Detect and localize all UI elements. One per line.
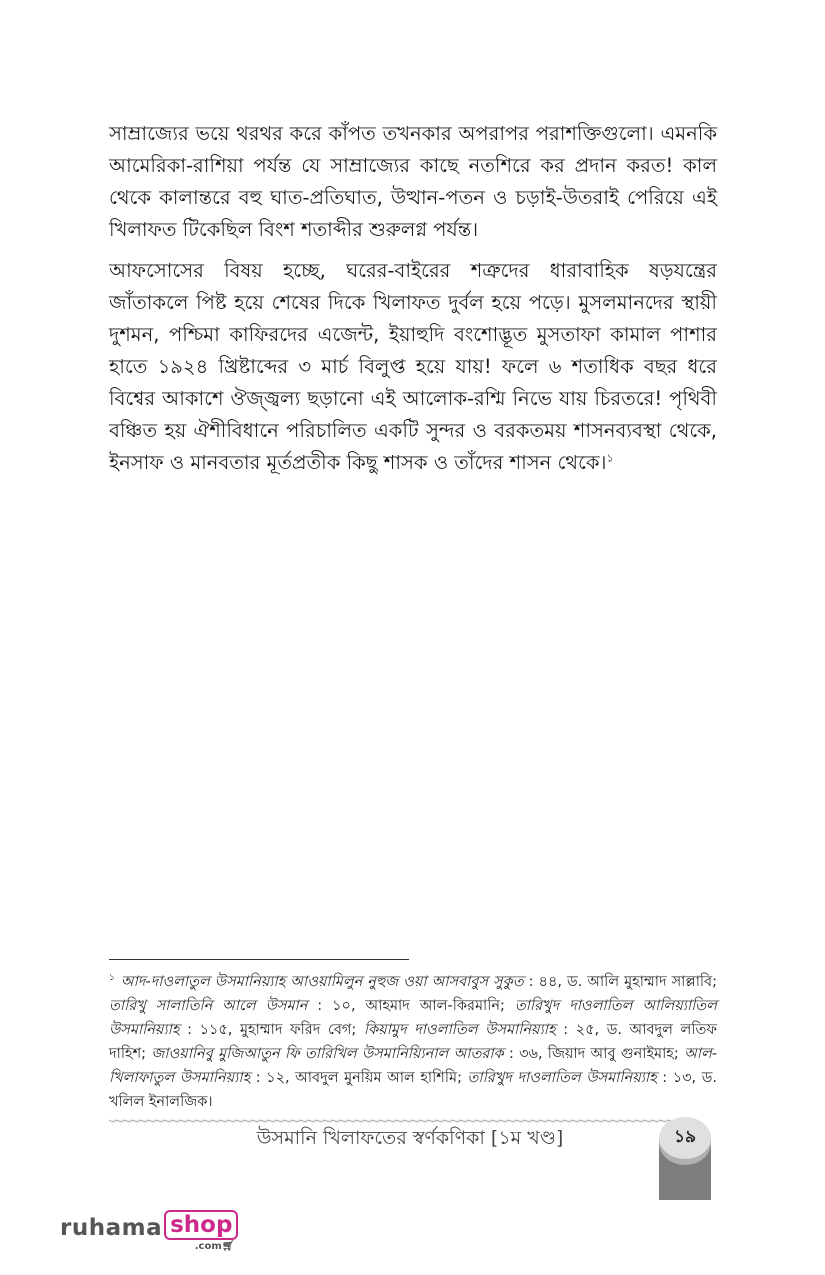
footnote-citation: : ১৩, ড. খলিল ইনালজিক। <box>109 1069 717 1110</box>
wavy-line <box>109 1120 689 1122</box>
footnote-mark: ১ <box>109 973 115 983</box>
logo-domain-text: .com <box>194 1241 222 1252</box>
logo-text-shop: shop <box>164 1210 238 1240</box>
footnote-reference[interactable]: ১ <box>606 451 614 465</box>
page-number: ১৯ <box>659 1117 711 1159</box>
body-paragraph-2 <box>109 255 717 479</box>
wavy-divider <box>109 1119 689 1123</box>
footnote-citation: : ২৫, ড. আবদুল লতিফ দাহিশ; <box>109 1021 717 1062</box>
footnote-title: আল-খিলাফাতুল উসমানিয়্যাহ <box>109 1045 718 1086</box>
footnote-separator <box>109 959 409 960</box>
footnote <box>109 966 717 1114</box>
running-title: উসমানি খিলাফতের স্বর্ণকণিকা [১ম খণ্ড] <box>256 1127 564 1149</box>
footnote-title: আদ-দাওলাতুল উসমানিয়্যাহ আওয়ামিলুন নুহুজ ওয়া আসবাবুস সুকুত <box>120 973 524 990</box>
logo-domain <box>195 1241 235 1252</box>
footnote-citation: : ৩৬, জিয়াদ আবু গুনাইমাহ; <box>503 1045 685 1062</box>
footnote-title: তারিখুদ দাওলাতিল আলিয়্যাতিল উসমানিয়্যাহ <box>109 997 717 1038</box>
footnote-citation: : ১১৫, মুহাম্মাদ ফরিদ বেগ; <box>179 1021 364 1038</box>
body-paragraph-1 <box>109 118 717 246</box>
ruhamashop-logo <box>60 1212 238 1252</box>
cart-icon: 🛒︎ <box>221 1241 235 1252</box>
logo-text-ruhama: ruhama <box>60 1215 163 1241</box>
paragraph-2-text: আফসোসের বিষয় হচ্ছে, ঘরের-বাইরের শত্রুদের ধারাবাহিক ষড়যন্ত্রের জাঁতাকলে পিষ্ট হয়ে শেষের দিকে খিলাফত দুর্বল হয়ে পড়ে। মুসলমানদের স্থায়ী দুশমন, পশ্চিমা কাফিরদের এজেন্ট, ইয়াহুদি বংশোদ্ভূত মুসতাফা কামাল পাশার হাতে ১৯২৪ খ্রিষ্টাব্দের ৩ মার্চ বিলুপ্ত হয়ে যায়! ফলে ৬ শতাধিক বছর ধরে বিশ্বের আকাশে ঔজ্জ্বল্য ছড়ানো এই আলোক-রশ্মি নিভে যায় চিরতরে! পৃথিবী বঞ্চিত হয় ঐশীবিধানে পরিচালিত একটি সুন্দর ও বরকতময় শাসনব্যবস্থা থেকে, ইনসাফ ও মানবতার মূর্তপ্রতীক কিছু শাসক ও তাঁদের শাসন থেকে। <box>109 259 717 474</box>
footnote-title: তারিখুদ দাওলাতিল উসমানিয়্যাহ <box>467 1069 657 1086</box>
footnote-title: কিয়ামুদ দাওলাতিল উসমানিয়্যাহ <box>363 1021 556 1038</box>
footnote-title: জাওয়ানিবু মুজিআতুন ফি তারিখিল উসমানিয়্যিনাল আতরাক <box>151 1045 504 1062</box>
footnote-citation: : ১০, আহমাদ আল-কিরমানি; <box>307 997 515 1014</box>
footnote-text <box>109 974 717 1110</box>
paragraph-1-text: সাম্রাজ্যের ভয়ে থরথর করে কাঁপত তখনকার অপরাপর পরাশক্তিগুলো। এমনকি আমেরিকা-রাশিয়া পর্যন্ত যে সাম্রাজ্যের কাছে নতশিরে কর প্রদান করত! কাল থেকে কালান্তরে বহু ঘাত-প্রতিঘাত, উত্থান-পতন ও চড়াই-উতরাই পেরিয়ে এই খিলাফত টিকেছিল বিংশ শতাব্দীর শুরুলগ্ন পর্যন্ত। <box>109 122 717 241</box>
footnote-citation: : ৪৪, ড. আলি মুহাম্মাদ সাল্লাবি; <box>523 973 717 990</box>
footnote-title: তারিখু সালাতিনি আলে উসমান <box>109 997 308 1014</box>
footnote-citation: : ১২, আবদুল মুনয়িম আল হাশিমি; <box>250 1069 468 1086</box>
